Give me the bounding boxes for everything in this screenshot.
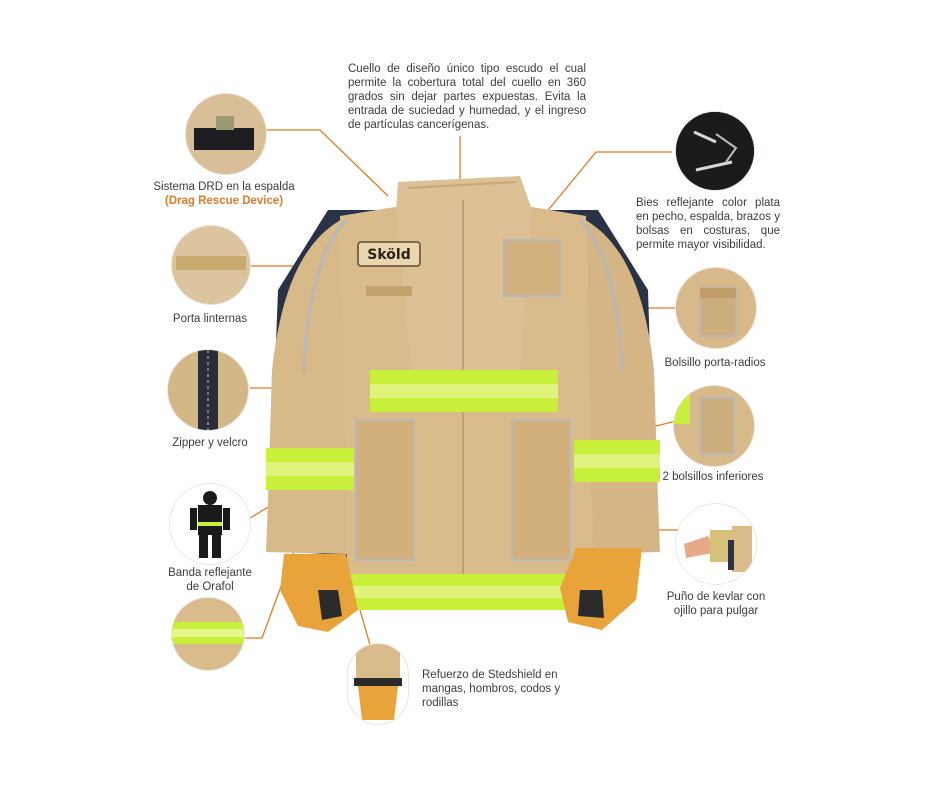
flashlight-label: Porta linternas xyxy=(172,313,248,325)
brand-patch: Sköld xyxy=(367,247,411,263)
radio-pocket-label: Bolsillo porta-radios xyxy=(664,357,766,369)
radio-pocket-icon xyxy=(676,268,756,348)
drd-handle-icon xyxy=(186,94,266,174)
zipper-label: Zipper y velcro xyxy=(172,437,248,449)
flashlight-holder-icon xyxy=(172,226,250,304)
reflective-armband-icon xyxy=(172,598,244,670)
lower-pocket-icon xyxy=(674,386,754,466)
drd-label-line1: Sistema DRD en la espalda xyxy=(153,181,295,193)
left-sleeve xyxy=(266,216,353,554)
collar-label: Cuello de diseño único tipo escudo el cual permite la cobertura total del cuello en 360 grados sin dejar partes expuestas. Evita la entrada de suciedad y humedad, y el ingreso de partículas cancerígenas. xyxy=(348,63,586,131)
drd-label xyxy=(144,180,304,208)
stedshield-sleeve-icon xyxy=(348,644,408,724)
firefighter-silhouette-icon xyxy=(170,484,250,564)
silver-trim-label: Bies reflejante color plata en pecho, espalda, brazos y bolsas en costuras, que permite mayor visibilidad. xyxy=(636,197,780,251)
jacket-illustration xyxy=(258,170,668,645)
silver-trim-collar-icon xyxy=(676,112,754,190)
orafol-label: Banda reflejante de Orafol xyxy=(168,567,252,593)
zipper-icon xyxy=(168,350,248,430)
kevlar-cuff-label: Puño de kevlar con ojillo para pulgar xyxy=(666,591,766,617)
kevlar-cuff-icon xyxy=(676,504,756,584)
drd-label-line2: (Drag Rescue Device) xyxy=(164,195,284,207)
stedshield-label: Refuerzo de Stedshield en mangas, hombros, codos y rodillas xyxy=(422,669,561,709)
lower-pockets-label: 2 bolsillos inferiores xyxy=(662,471,764,483)
